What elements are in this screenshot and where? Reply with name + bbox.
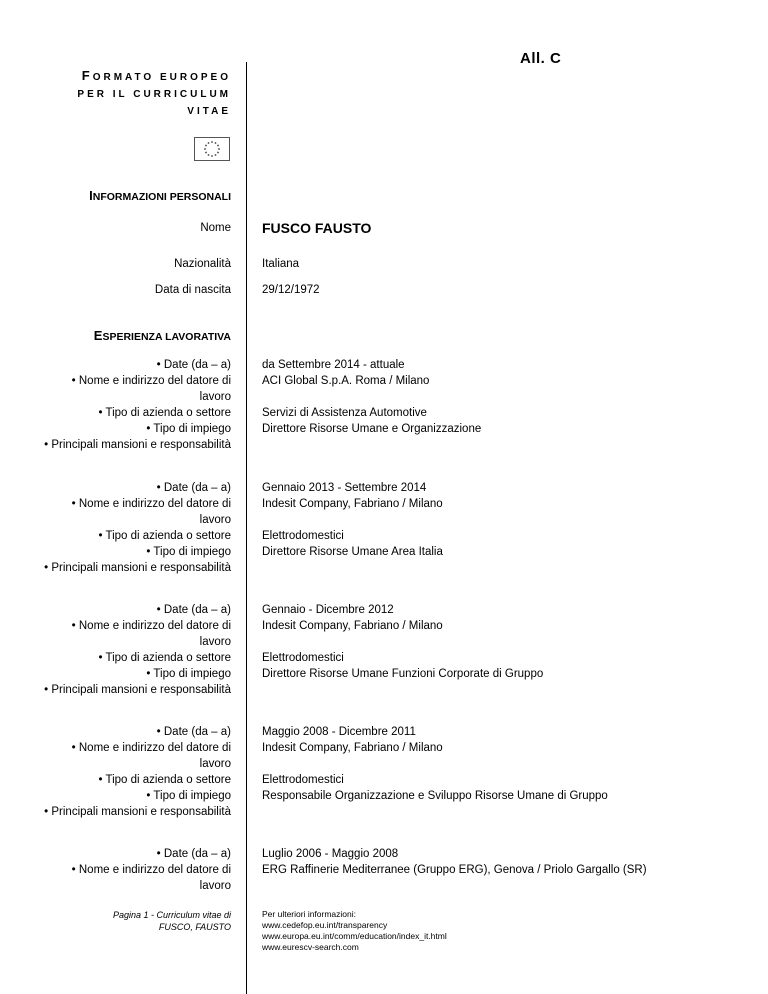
entry-labels: • Date (da – a) • Nome e indirizzo del datore di lavoro • Tipo di azienda o settore • Tipo di impiego • Principali mansioni e responsabilità bbox=[44, 359, 231, 451]
experience-entry bbox=[0, 602, 768, 712]
entry-date: da Settembre 2014 - attuale bbox=[262, 359, 405, 371]
entry-labels: • Date (da – a) • Nome e indirizzo del datore di lavoro bbox=[71, 848, 231, 892]
entry-labels: • Date (da – a) • Nome e indirizzo del datore di lavoro • Tipo di azienda o settore • Tipo di impiego • Principali mansioni e responsabilità bbox=[44, 604, 231, 696]
entry-date: Gennaio 2013 - Settembre 2014 bbox=[262, 482, 427, 494]
nationality-value: Italiana bbox=[262, 258, 300, 270]
birth-value: 29/12/1972 bbox=[262, 284, 320, 296]
entry-job: Direttore Risorse Umane Area Italia bbox=[262, 546, 443, 558]
footer-info-label: Per ulteriori informazioni: bbox=[262, 909, 357, 919]
page-footer-left: Pagina 1 - Curriculum vitae di FUSCO, FAUSTO bbox=[112, 910, 231, 932]
experience-entry bbox=[0, 846, 768, 896]
entry-values bbox=[262, 724, 608, 804]
entry-employer: Indesit Company, Fabriano / Milano bbox=[262, 620, 443, 632]
experience-entry bbox=[0, 724, 768, 834]
entry-date: Maggio 2008 - Dicembre 2011 bbox=[262, 726, 416, 738]
footer-link-eurescv[interactable]: www.eurescv-search.com bbox=[262, 942, 359, 952]
entry-values bbox=[262, 602, 543, 682]
entry-values bbox=[262, 357, 481, 437]
name-label: Nome bbox=[200, 222, 231, 234]
footer-link-europa[interactable]: www.europa.eu.int/comm/education/index_it.html bbox=[262, 931, 447, 941]
entry-employer: ERG Raffinerie Mediterranee (Gruppo ERG), Genova / Priolo Gargallo (SR) bbox=[262, 864, 647, 876]
entry-sector: Elettrodomestici bbox=[262, 530, 344, 542]
footer-link-cedefop[interactable]: www.cedefop.eu.int/transparency bbox=[262, 920, 388, 930]
entry-values bbox=[262, 480, 443, 560]
cv-header: FORMATO EUROPEO PER IL CURRICULUM VITAE bbox=[77, 68, 231, 117]
entry-labels: • Date (da – a) • Nome e indirizzo del datore di lavoro • Tipo di azienda o settore • Tipo di impiego • Principali mansioni e responsabilità bbox=[44, 482, 231, 574]
experience-entry bbox=[0, 480, 768, 590]
nationality-label: Nazionalità bbox=[174, 258, 231, 270]
entry-labels: • Date (da – a) • Nome e indirizzo del datore di lavoro • Tipo di azienda o settore • Tipo di impiego • Principali mansioni e responsabilità bbox=[44, 726, 231, 818]
attachment-label: All. C bbox=[520, 50, 562, 67]
entry-employer: ACI Global S.p.A. Roma / Milano bbox=[262, 375, 430, 387]
entry-employer: Indesit Company, Fabriano / Milano bbox=[262, 498, 443, 510]
entry-job: Responsabile Organizzazione e Sviluppo Risorse Umane di Gruppo bbox=[262, 790, 608, 802]
entry-job: Direttore Risorse Umane e Organizzazione bbox=[262, 423, 482, 435]
section-work-experience: ESPERIENZA LAVORATIVA bbox=[93, 328, 231, 343]
name-value: FUSCO FAUSTO bbox=[262, 220, 372, 236]
birth-label: Data di nascita bbox=[154, 284, 231, 296]
entry-job: Direttore Risorse Umane Funzioni Corporate di Gruppo bbox=[262, 668, 544, 680]
entry-date: Luglio 2006 - Maggio 2008 bbox=[262, 848, 399, 860]
page-footer-right bbox=[262, 909, 447, 953]
entry-values bbox=[262, 846, 647, 878]
entry-sector: Elettrodomestici bbox=[262, 774, 344, 786]
experience-entry bbox=[0, 357, 768, 467]
eu-flag-icon bbox=[194, 137, 230, 161]
section-personal-info: INFORMAZIONI PERSONALI bbox=[89, 188, 231, 203]
entry-sector: Elettrodomestici bbox=[262, 652, 344, 664]
entry-date: Gennaio - Dicembre 2012 bbox=[262, 604, 394, 616]
entry-sector: Servizi di Assistenza Automotive bbox=[262, 407, 427, 419]
entry-employer: Indesit Company, Fabriano / Milano bbox=[262, 742, 443, 754]
